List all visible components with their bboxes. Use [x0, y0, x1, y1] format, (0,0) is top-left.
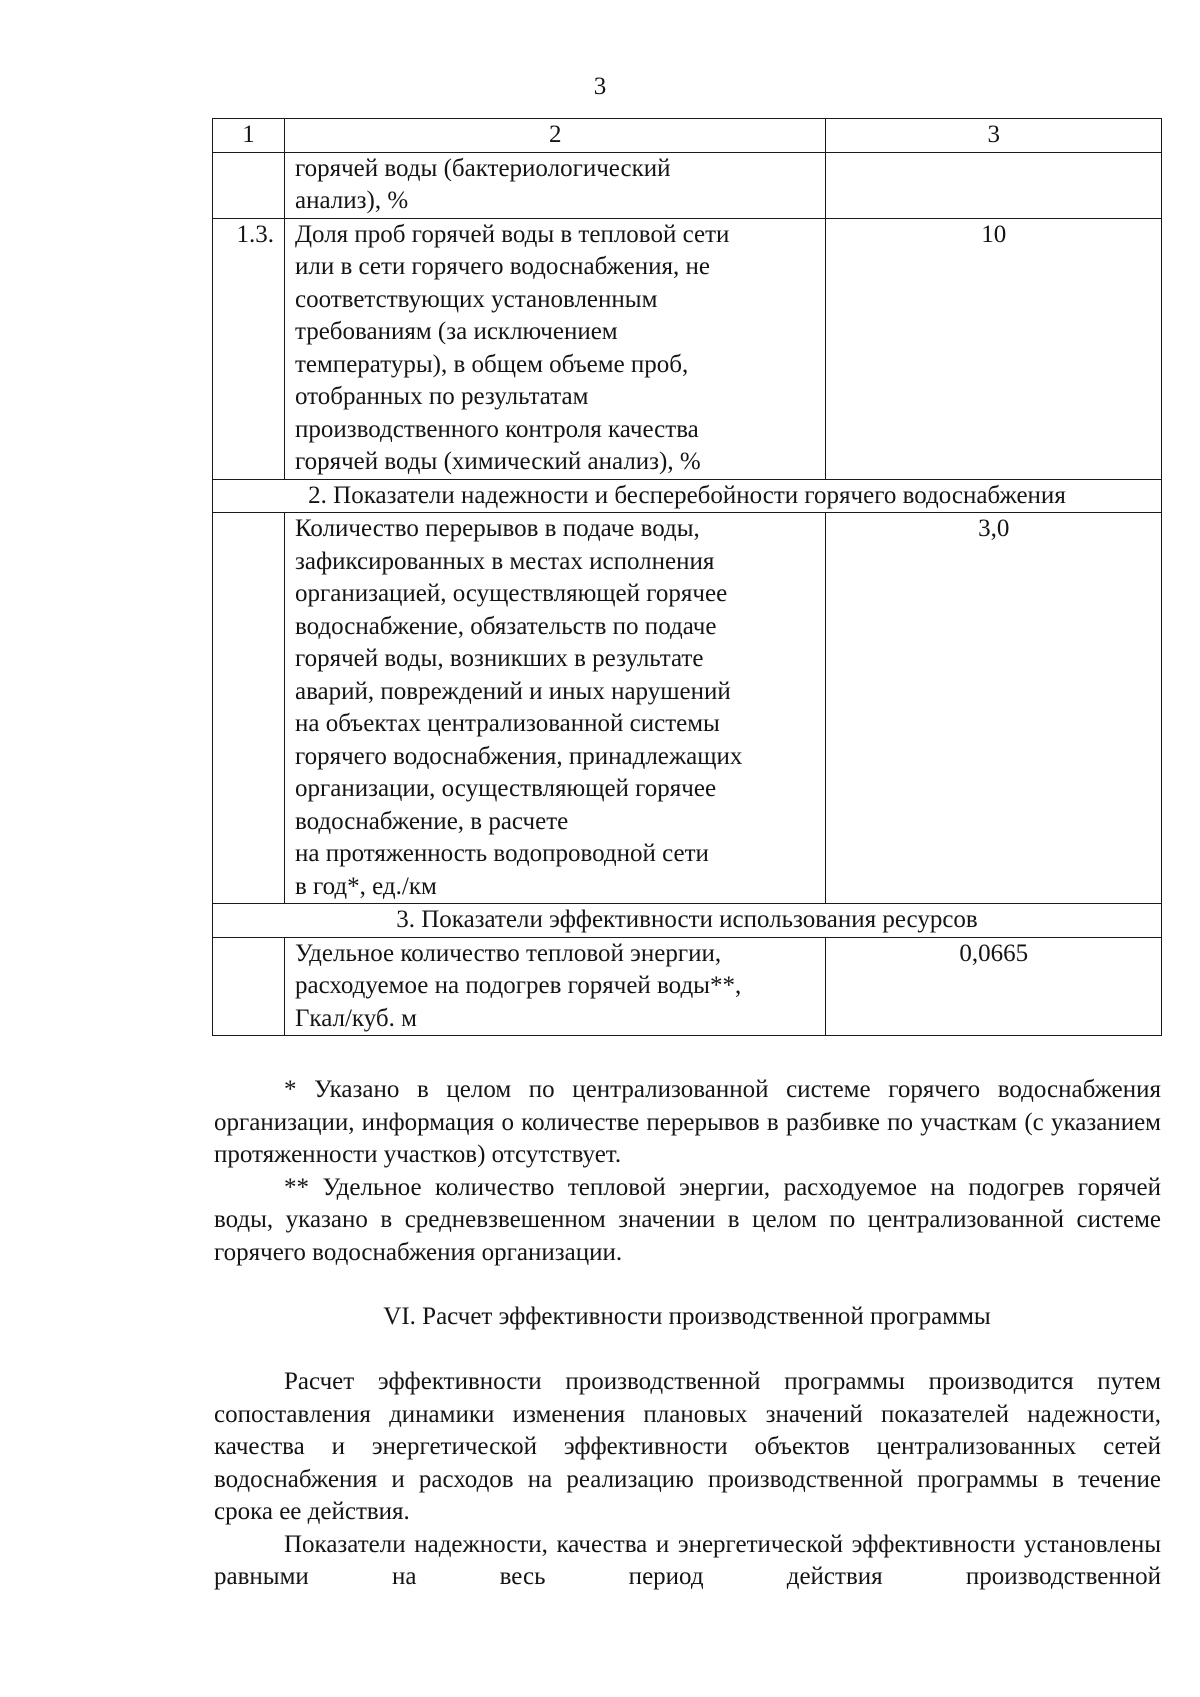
row-description: Количество перерывов в подаче воды, зафиксированных в местах исполнения организацией, осуществляющей горячее водоснабжение, обязательств по подаче горячей воды, возникших в результате аварий, повреждений и иных нарушений на объектах централизованной системы горячего водоснабжения, принадлежащих организации, осуществляющей горячее водоснабжение, в расчете на протяженность водопроводной сети в год*, ед./км [284, 513, 825, 904]
table-row [213, 937, 1162, 1036]
table-row [213, 218, 1162, 479]
row-description: горячей воды (бактериологический анализ), % [284, 152, 825, 218]
header-cell-2: 2 [284, 119, 825, 153]
page-number: 3 [593, 73, 607, 100]
body-text [214, 1366, 1161, 1594]
section-row [213, 479, 1162, 513]
footnote-1: * Указано в целом по централизованной системе горячего водоснабжения организации, информация о количестве перерывов в разбивке по участкам (с указанием протяженности участков) отсутствует. [214, 1076, 1161, 1168]
table-header-row [213, 119, 1162, 153]
footnote-2: ** Удельное количество тепловой энергии, расходуемое на подогрев горячей воды, указано в средневзвешенном значении в целом по централизованной системе горячего водоснабжения организации. [214, 1173, 1161, 1266]
row-number: 1.3. [213, 218, 285, 479]
section-title-reliability: 2. Показатели надежности и бесперебойности горячего водоснабжения [213, 479, 1162, 513]
row-value [826, 152, 1162, 218]
paragraph: Показатели надежности, качества и энергетической эффективности установлены равными на весь период действия производственной [214, 1530, 1161, 1590]
row-value: 10 [826, 218, 1162, 479]
row-value: 0,0665 [826, 937, 1162, 1036]
row-number [213, 152, 285, 218]
row-number [213, 937, 285, 1036]
row-value: 3,0 [826, 513, 1162, 904]
indicators-table [212, 118, 1162, 1036]
footnotes [214, 1074, 1161, 1269]
paragraph: Расчет эффективности производственной программы производится путем сопоставления динамики изменения плановых значений показателей надежности, качества и энергетической эффективности объектов централизованных сетей водоснабжения и расходов на реализацию производственной программы в течение срока ее действия. [214, 1368, 1161, 1525]
section-title-efficiency: 3. Показатели эффективности использования ресурсов [213, 904, 1162, 938]
row-number [213, 513, 285, 904]
section-heading: VI. Расчет эффективности производственной программы [383, 1303, 991, 1330]
row-description: Удельное количество тепловой энергии, расходуемое на подогрев горячей воды**, Гкал/куб. м [284, 937, 825, 1036]
table-row [213, 152, 1162, 218]
header-cell-3: 3 [826, 119, 1162, 153]
section-row [213, 904, 1162, 938]
row-description: Доля проб горячей воды в тепловой сети или в сети горячего водоснабжения, не соответствующих установленным требованиям (за исключением температуры), в общем объеме проб, отобранных по результатам производственного контроля качества горячей воды (химический анализ), % [284, 218, 825, 479]
header-cell-1: 1 [213, 119, 285, 153]
table-row [213, 513, 1162, 904]
